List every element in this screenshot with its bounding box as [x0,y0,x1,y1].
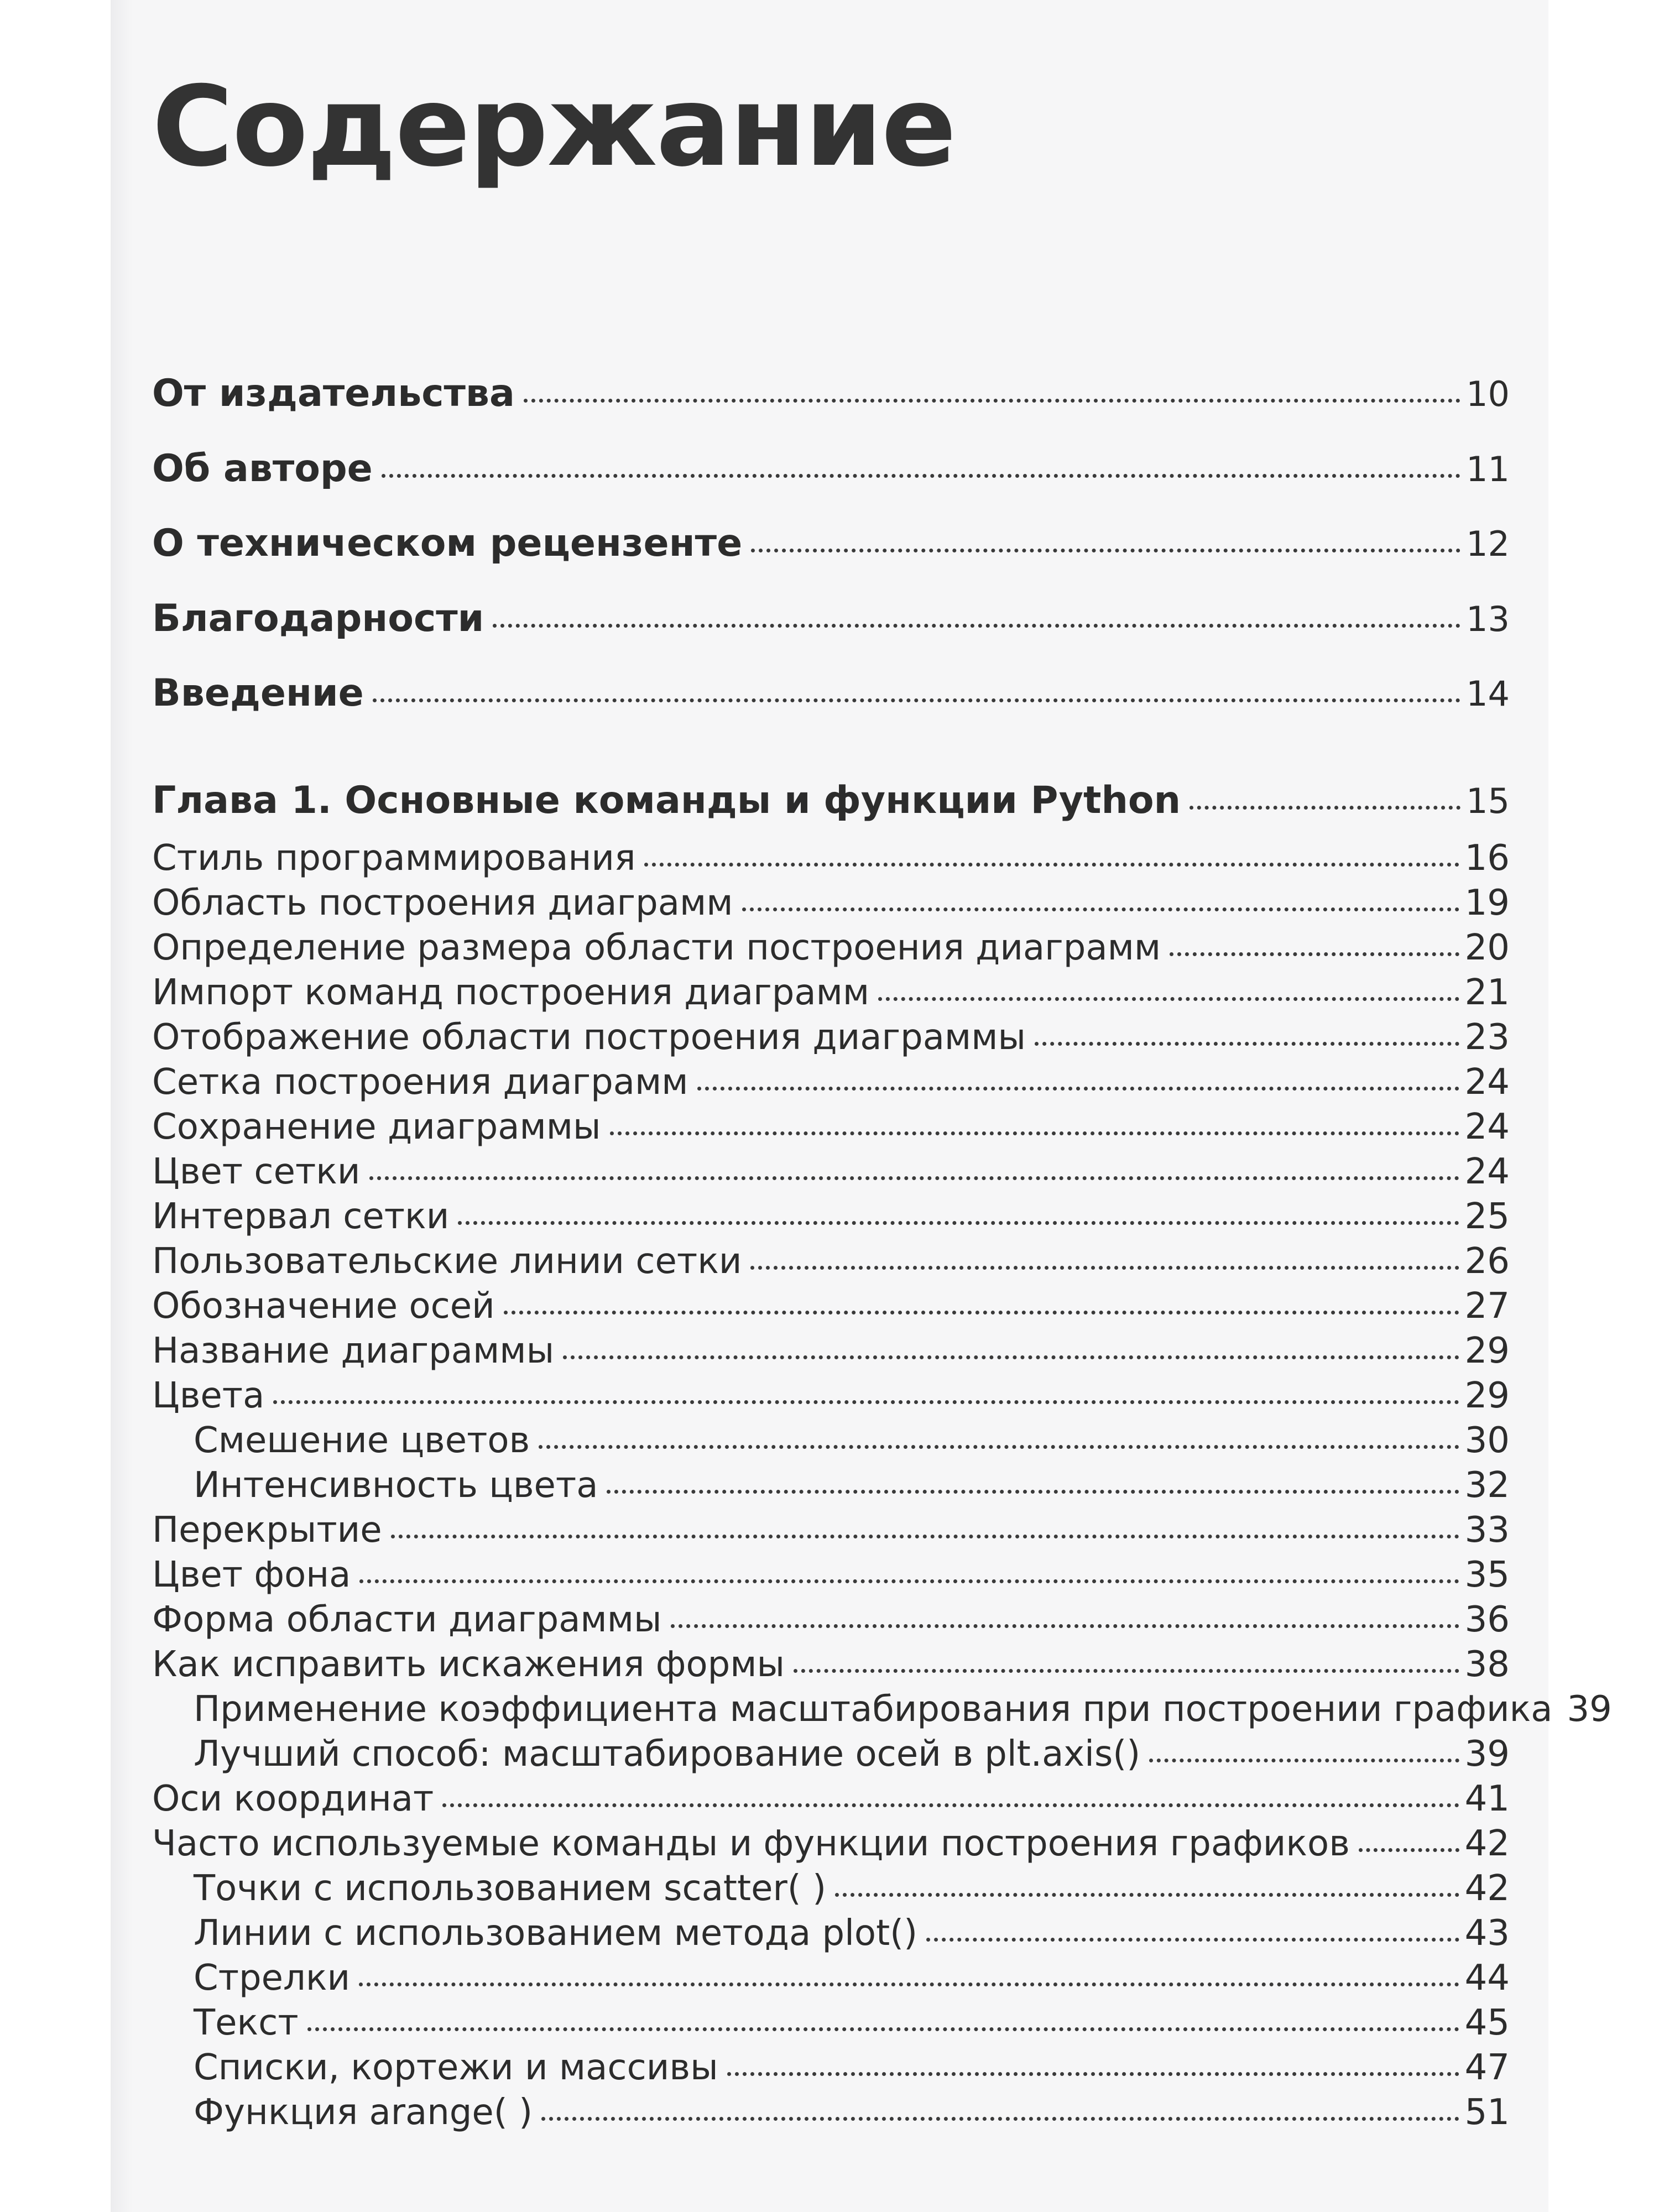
toc-entry-title: Благодарности [152,597,484,640]
toc-subentry[interactable] [152,1868,1510,1909]
toc-entry-page: 24 [1464,1151,1510,1192]
toc-entry[interactable] [152,1196,1510,1237]
toc-entry-title: Списки, кортежи и массивы [194,2047,718,2088]
toc-entry-page: 23 [1464,1017,1510,1058]
toc-entry[interactable] [152,1823,1510,1864]
toc-entry[interactable] [152,1151,1510,1192]
toc-entry-page: 12 [1466,524,1510,564]
toc-entry-title: Линии с использованием метода plot() [194,1913,918,1954]
toc-subentry[interactable] [152,1913,1510,1954]
dot-leader [607,1490,1459,1494]
toc-entry-page: 13 [1466,599,1510,639]
toc-entry-page: 30 [1464,1420,1510,1461]
toc-entry[interactable] [152,671,1510,715]
toc-entry-title: Стрелки [194,1958,351,1999]
toc-entry-page: 26 [1464,1241,1510,1282]
toc-entry-page: 29 [1464,1331,1510,1371]
toc-subentry[interactable] [152,1958,1510,1999]
toc-entry-title: От издательства [152,372,515,415]
dot-leader [493,624,1460,628]
toc-entry-page: 51 [1464,2092,1510,2133]
dot-leader [751,549,1460,552]
dot-leader [369,1176,1459,1180]
toc-entry-title: Форма области диаграммы [152,1599,662,1640]
dot-leader [926,1938,1459,1942]
toc-entry[interactable] [152,883,1510,924]
toc-entry[interactable] [152,1778,1510,1819]
toc-entry-page: 19 [1464,883,1510,924]
toc-entry-title: Оси координат [152,1778,434,1819]
toc-entry[interactable] [152,1241,1510,1282]
dot-leader [644,863,1459,867]
dot-leader [794,1669,1459,1673]
toc-subentry[interactable] [152,1689,1612,1730]
dot-leader [391,1535,1459,1538]
toc-entry[interactable] [152,1331,1510,1371]
page-title: Содержание [152,62,956,191]
dot-leader [697,1087,1459,1091]
toc-entry[interactable] [152,1599,1510,1640]
toc-entry-page: 45 [1464,2002,1510,2043]
dot-leader [1035,1042,1459,1046]
dot-leader [727,2072,1459,2076]
toc-subentry[interactable] [152,1734,1510,1775]
toc-entry-page: 25 [1464,1196,1510,1237]
dot-leader [273,1400,1459,1404]
dot-leader [1359,1848,1459,1852]
toc-entry[interactable] [152,838,1510,879]
toc-entry-title: Точки с использованием scatter( ) [194,1868,827,1909]
toc-entry-page: 44 [1464,1958,1510,1999]
toc-entry-title: Сохранение диаграммы [152,1107,601,1147]
toc-entry[interactable] [152,1107,1510,1147]
dot-leader [878,997,1459,1001]
toc-entry-page: 24 [1464,1062,1510,1103]
toc-entry-title: Стиль программирования [152,838,636,879]
toc-entry-title: Пользовательские линии сетки [152,1241,742,1282]
toc-entry[interactable] [152,372,1510,415]
toc-entry-page: 33 [1464,1510,1510,1551]
dot-leader [563,1355,1459,1359]
dot-leader [359,1579,1459,1583]
toc-entry[interactable] [152,972,1510,1013]
dot-leader [835,1893,1459,1897]
toc-entry[interactable] [152,1375,1510,1416]
toc-entry-page: 20 [1464,927,1510,968]
toc-subentry[interactable] [152,2047,1510,2088]
toc-entry-title: Часто используемые команды и функции построения графиков [152,1823,1350,1864]
toc-entry[interactable] [152,1017,1510,1058]
toc-entry-title: Отображение области построения диаграммы [152,1017,1026,1058]
dot-leader [1190,806,1460,810]
dot-leader [1149,1759,1459,1762]
dot-leader [442,1803,1459,1807]
toc-entry[interactable] [152,927,1510,968]
toc-entry-page: 29 [1464,1375,1510,1416]
dot-leader [307,2027,1459,2031]
toc-entry-title: Интенсивность цвета [194,1465,598,1506]
toc-entry-title: Перекрытие [152,1510,382,1551]
toc-chapter-entry[interactable] [152,779,1510,822]
dot-leader [539,1445,1459,1449]
dot-leader [671,1624,1459,1628]
toc-entry-title: Цвет сетки [152,1151,361,1192]
toc-entry-page: 43 [1464,1913,1510,1954]
toc-entry-page: 11 [1466,449,1510,489]
toc-entry-page: 42 [1464,1868,1510,1909]
toc-subentry[interactable] [152,2092,1510,2133]
toc-entry-title: Текст [194,2002,299,2043]
toc-entry-page: 27 [1464,1286,1510,1327]
toc-entry-title: Интервал сетки [152,1196,450,1237]
toc-entry-title: Глава 1. Основные команды и функции Python [152,779,1181,822]
dot-leader [541,2117,1459,2121]
dot-leader [1170,952,1459,956]
dot-leader [524,399,1460,403]
toc-entry-page: 47 [1464,2047,1510,2088]
page-gutter-shadow [111,0,133,2212]
toc-entry-title: Об авторе [152,447,373,491]
dot-leader [504,1311,1459,1314]
toc-subentry[interactable] [152,1420,1510,1461]
toc-entry-title: Название диаграммы [152,1331,555,1371]
toc-entry[interactable] [152,1510,1510,1551]
toc-entry-title: Цвет фона [152,1554,351,1595]
toc-entry-page: 41 [1464,1778,1510,1819]
dot-leader [359,1983,1459,1986]
toc-entry-page: 39 [1464,1734,1510,1775]
toc-entry-page: 36 [1464,1599,1510,1640]
toc-entry[interactable] [152,1554,1510,1595]
toc-entry-title: Применение коэффициента масштабирования при построении графика [194,1689,1553,1730]
toc-entry-title: Обозначение осей [152,1286,495,1327]
dot-leader [750,1266,1459,1270]
toc-entry-title: Введение [152,671,364,715]
dot-leader [373,698,1460,702]
dot-leader [382,474,1460,478]
toc-entry[interactable] [152,447,1510,491]
toc-entry-title: Импорт команд построения диаграмм [152,972,870,1013]
toc-entry-page: 38 [1464,1644,1510,1685]
toc-entry-title: Цвета [152,1375,265,1416]
toc-entry-page: 42 [1464,1823,1510,1864]
toc-entry-title: Область построения диаграмм [152,883,733,924]
toc-entry[interactable] [152,1062,1510,1103]
toc-entry-page: 32 [1464,1465,1510,1506]
toc-entry-page: 24 [1464,1107,1510,1147]
toc-entry-title: Смешение цветов [194,1420,530,1461]
toc-entry-title: Сетка построения диаграмм [152,1062,688,1103]
toc-entry-page: 21 [1464,972,1510,1013]
toc-entry-page: 10 [1466,374,1510,414]
toc-entry[interactable] [152,521,1510,565]
toc-entry[interactable] [152,597,1510,640]
toc-entry-title: Как исправить искажения формы [152,1644,785,1685]
dot-leader [610,1131,1459,1135]
toc-entry-page: 15 [1466,781,1510,821]
toc-entry[interactable] [152,1286,1510,1327]
toc-entry-title: Определение размера области построения диаграмм [152,927,1161,968]
dot-leader [742,907,1459,911]
toc-entry-title: О техническом рецензенте [152,521,743,565]
toc-subentry[interactable] [152,2002,1510,2043]
toc-entry-page: 14 [1466,674,1510,714]
toc-entry-title: Лучший способ: масштабирование осей в plt.axis() [194,1734,1141,1775]
toc-entry-page: 16 [1464,838,1510,879]
toc-entry-title: Функция arange( ) [194,2092,533,2133]
toc-entry[interactable] [152,1644,1510,1685]
toc-entry-page: 39 [1567,1689,1612,1730]
toc-subentry[interactable] [152,1465,1510,1506]
dot-leader [458,1221,1459,1225]
toc-entry-page: 35 [1464,1554,1510,1595]
